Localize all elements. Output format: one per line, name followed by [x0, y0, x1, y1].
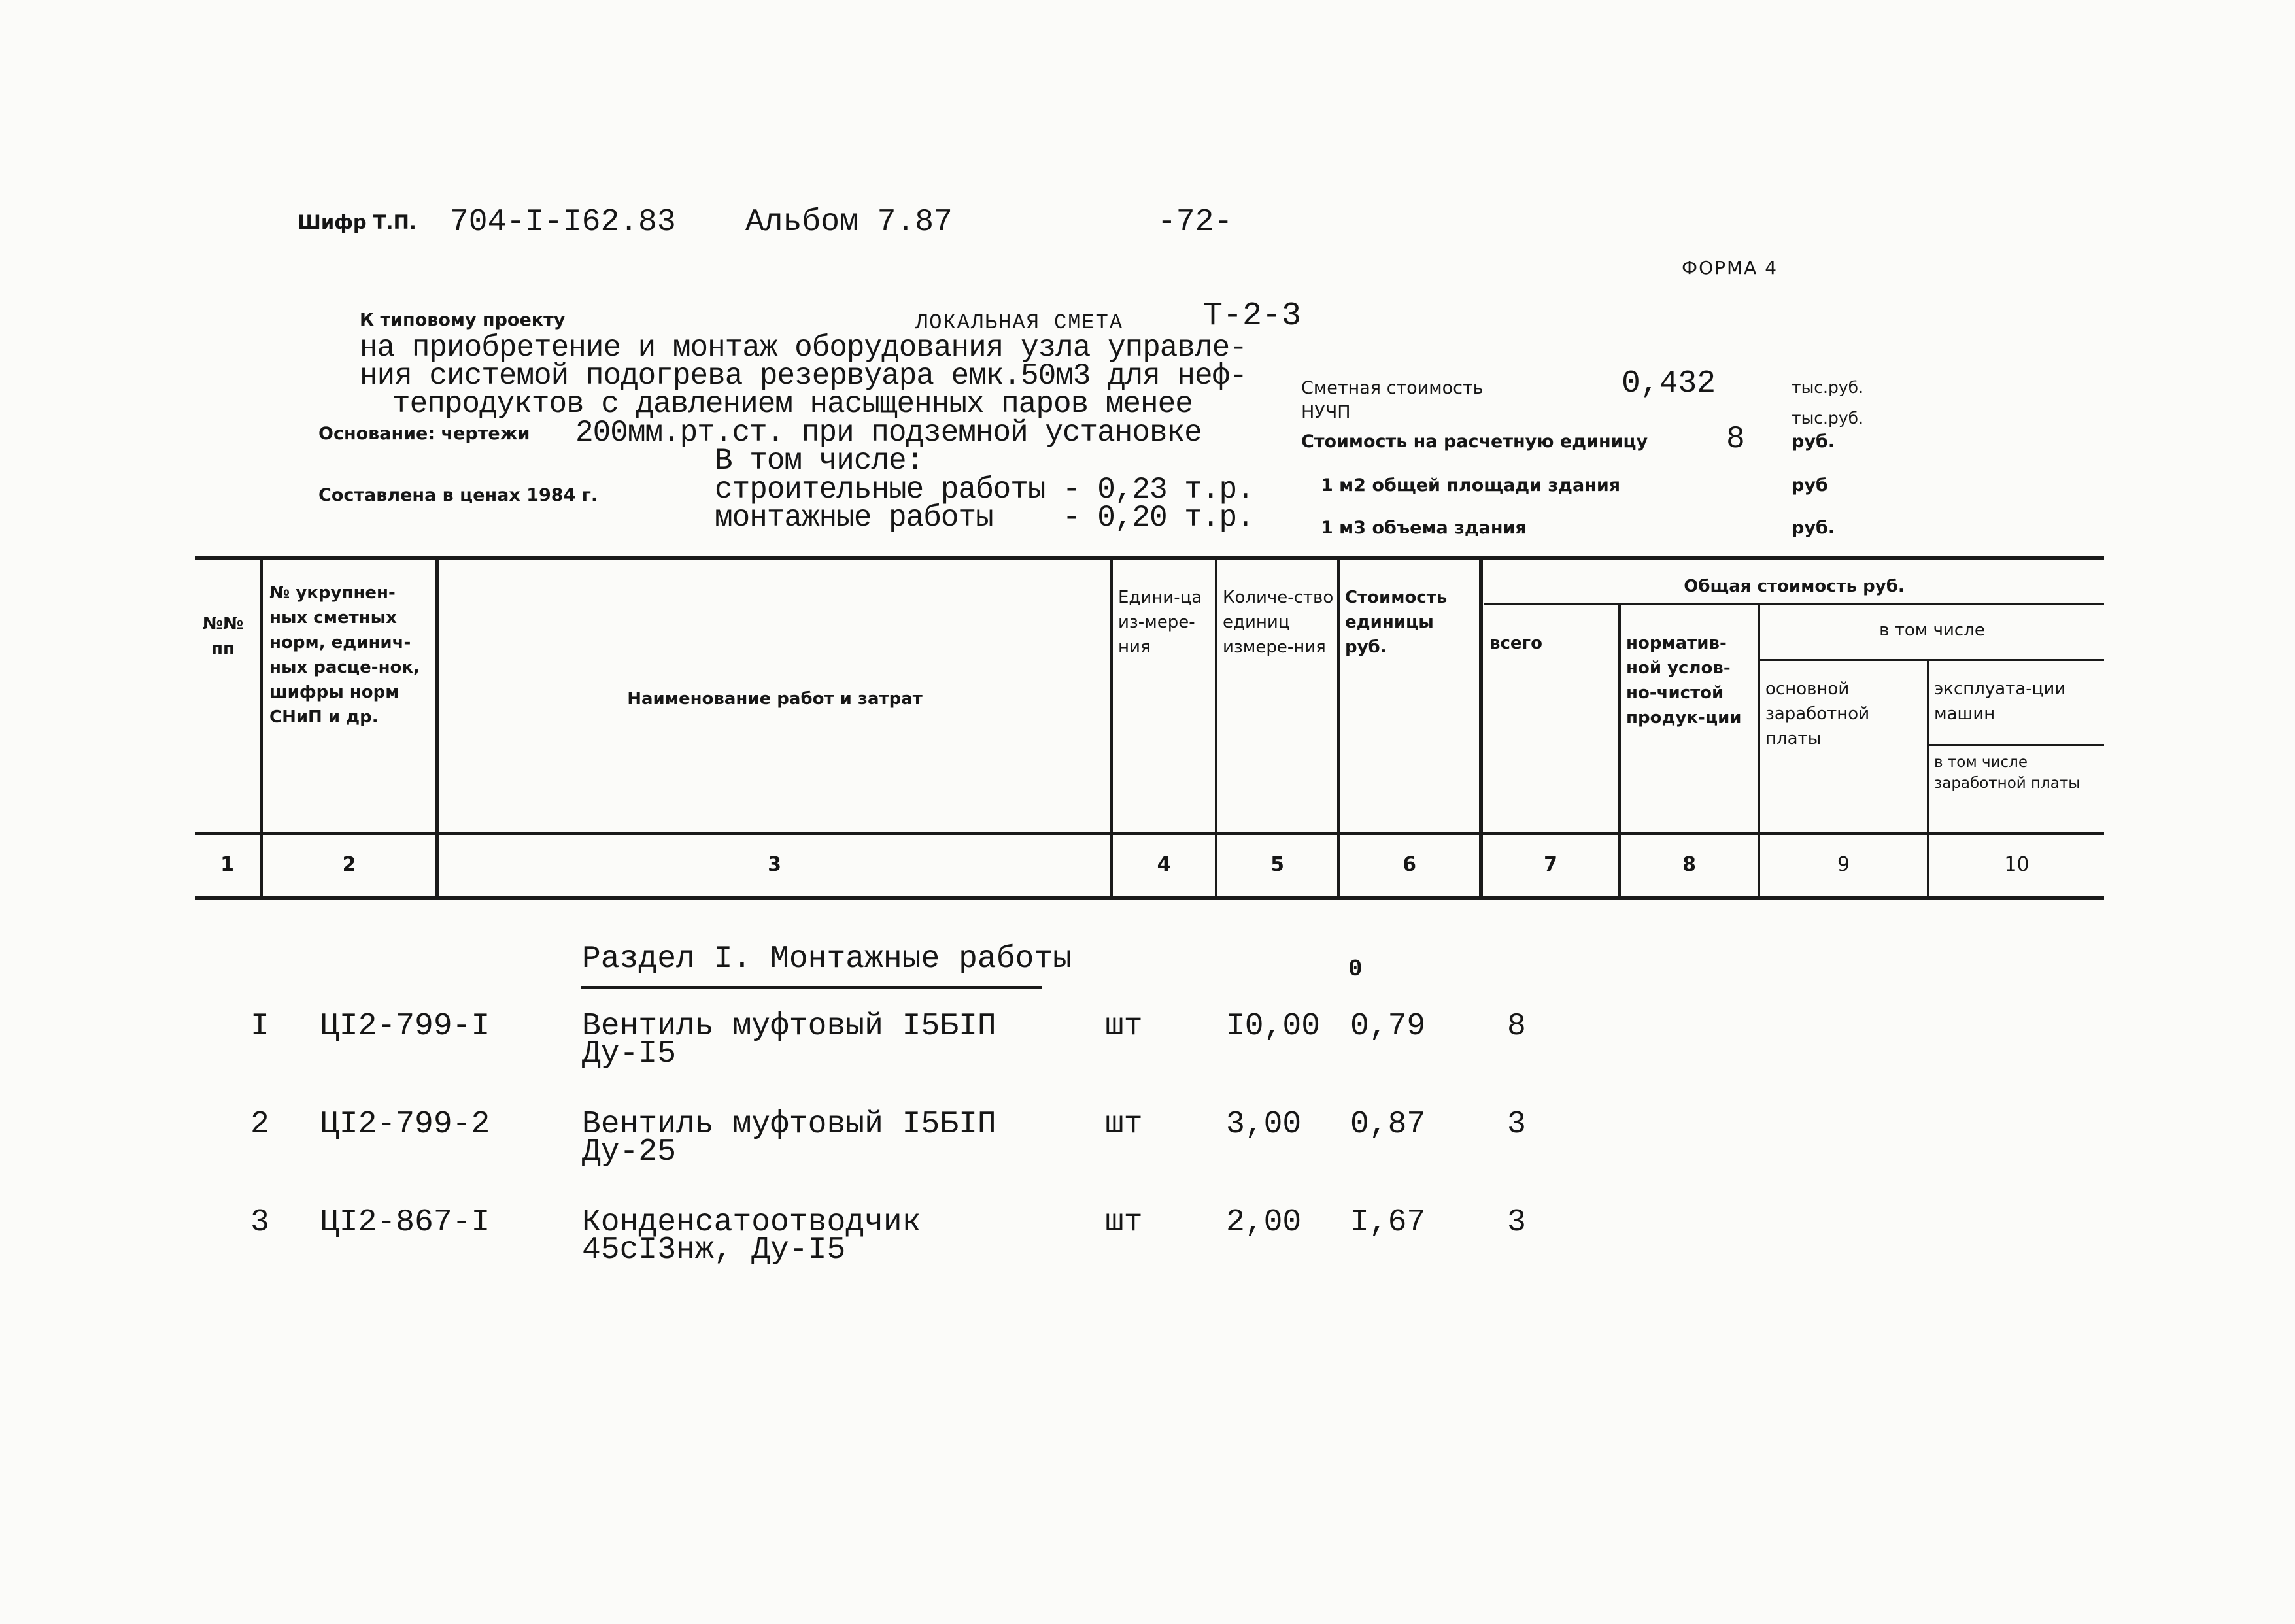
per-m3-label: 1 м3 объема здания: [1321, 518, 1527, 538]
col-total-header: всего: [1489, 634, 1542, 653]
cipher-value: 704-I-I62.83: [450, 205, 676, 240]
row-name-line-2: Ду-25: [582, 1134, 677, 1170]
row-quantity: 3,00: [1226, 1107, 1302, 1142]
section-marker: 0: [1348, 956, 1363, 983]
row-number: I: [250, 1009, 269, 1044]
unit-cost-label: Стоимость на расчетную единицу: [1301, 431, 1648, 452]
row-name-line-1: Конденсатоотводчик: [582, 1205, 921, 1240]
row-name-line-1: Вентиль муфтовый I5БIП: [582, 1009, 996, 1044]
cost-label: Сметная стоимость: [1301, 378, 1484, 398]
row-unit: шт: [1105, 1107, 1143, 1142]
column-number-8: 8: [1682, 853, 1696, 876]
installation-works-label: монтажные работы: [715, 501, 993, 535]
column-number-7: 7: [1544, 853, 1557, 876]
form-label: ФОРМА 4: [1682, 257, 1778, 279]
estimate-title: ЛОКАЛЬНАЯ СМЕТА: [915, 311, 1124, 335]
col-normative-header: норматив-ной услов-но-чистой продук-ции: [1626, 634, 1742, 728]
section-title-underline: [581, 986, 1042, 989]
description-line-2: ния системой подогрева резервуара емк.50м3 для неф-: [360, 359, 1247, 393]
per-m2-label: 1 м2 общей площади здания: [1321, 475, 1621, 496]
row-code: ЦI2-799-I: [320, 1009, 490, 1044]
unit-cost-unit: руб.: [1792, 431, 1835, 452]
col-unit-cost-header: Стоимость единицы руб.: [1345, 588, 1448, 657]
cost-unit: тыс.руб.: [1792, 378, 1864, 397]
estimate-code: Т-2-3: [1203, 297, 1302, 335]
row-code: ЦI2-799-2: [320, 1107, 490, 1142]
column-number-9: 9: [1837, 853, 1850, 876]
row-name-line-1: Вентиль муфтовый I5БIП: [582, 1107, 996, 1142]
column-number-4: 4: [1157, 853, 1171, 876]
nuchp-label: НУЧП: [1301, 402, 1351, 422]
row-number: 2: [250, 1107, 269, 1142]
cost-value: 0,432: [1622, 366, 1716, 401]
col-wages-header: основной заработной платы: [1765, 679, 1870, 749]
to-project-label: К типовому проекту: [360, 310, 566, 330]
col-machines-wages-header: в том числе заработной платы: [1934, 754, 2081, 792]
unit-cost-value: 8: [1726, 422, 1745, 457]
row-quantity: 2,00: [1226, 1205, 1302, 1240]
row-total: 8: [1507, 1009, 1526, 1044]
row-total: 3: [1507, 1205, 1526, 1240]
col-name-header: Наименование работ и затрат: [627, 689, 923, 709]
row-name-line-2: Ду-I5: [582, 1036, 677, 1072]
description-line-3: тепродуктов с давлением насыщенных паров менее: [392, 387, 1193, 421]
description-line-1: на приобретение и монтаж оборудования узла управле-: [360, 331, 1247, 365]
section-title: Раздел I. Монтажные работы: [582, 941, 1072, 977]
row-code: ЦI2-867-I: [320, 1205, 490, 1240]
column-number-5: 5: [1270, 853, 1284, 876]
column-number-3: 3: [768, 853, 781, 876]
row-unit-price: 0,79: [1350, 1009, 1426, 1044]
description-line-4: 200мм.рт.ст. при подземной установке: [575, 416, 1202, 450]
nuchp-unit: тыс.руб.: [1792, 409, 1864, 428]
row-total: 3: [1507, 1107, 1526, 1142]
row-unit: шт: [1105, 1205, 1143, 1240]
column-number-1: 1: [220, 853, 234, 876]
col-quantity-header: Количе-ство единиц измере-ния: [1223, 588, 1334, 657]
row-quantity: I0,00: [1226, 1009, 1321, 1044]
row-unit-price: I,67: [1350, 1205, 1426, 1240]
row-name-line-2: 45сI3нж, Ду-I5: [582, 1232, 846, 1268]
total-cost-group-header: Общая стоимость руб.: [1684, 577, 1905, 596]
row-unit-price: 0,87: [1350, 1107, 1426, 1142]
construction-works-value: - 0,23 т.р.: [1062, 473, 1254, 507]
column-number-6: 6: [1402, 853, 1416, 876]
row-unit: шт: [1105, 1009, 1143, 1044]
col-unit-header: Едини-ца из-мере-ния: [1118, 588, 1202, 657]
including-label: В том числе:: [715, 444, 924, 478]
basis-label: Основание: чертежи: [318, 424, 530, 444]
column-number-2: 2: [342, 853, 356, 876]
per-m2-unit: руб: [1792, 475, 1828, 496]
construction-works-label: строительные работы: [715, 473, 1046, 507]
album-label: Альбом 7.87: [745, 205, 953, 240]
column-number-10: 10: [2004, 853, 2030, 876]
per-m3-unit: руб.: [1792, 518, 1835, 538]
page-number: -72-: [1157, 205, 1233, 240]
installation-works-value: - 0,20 т.р.: [1062, 501, 1254, 535]
col-norm-code-header: № укрупнен-ных сметных норм, единич-ных расце-нок, шифры норм СНиП и др.: [269, 583, 420, 727]
including-header: в том числе: [1879, 620, 1985, 640]
prices-label: Составлена в ценах 1984 г.: [318, 485, 598, 505]
cipher-label: Шифр Т.П.: [298, 211, 416, 233]
col-number-header: №№ пп: [202, 614, 244, 658]
row-number: 3: [250, 1205, 269, 1240]
col-machines-header: эксплуата-ции машин: [1934, 679, 2066, 724]
